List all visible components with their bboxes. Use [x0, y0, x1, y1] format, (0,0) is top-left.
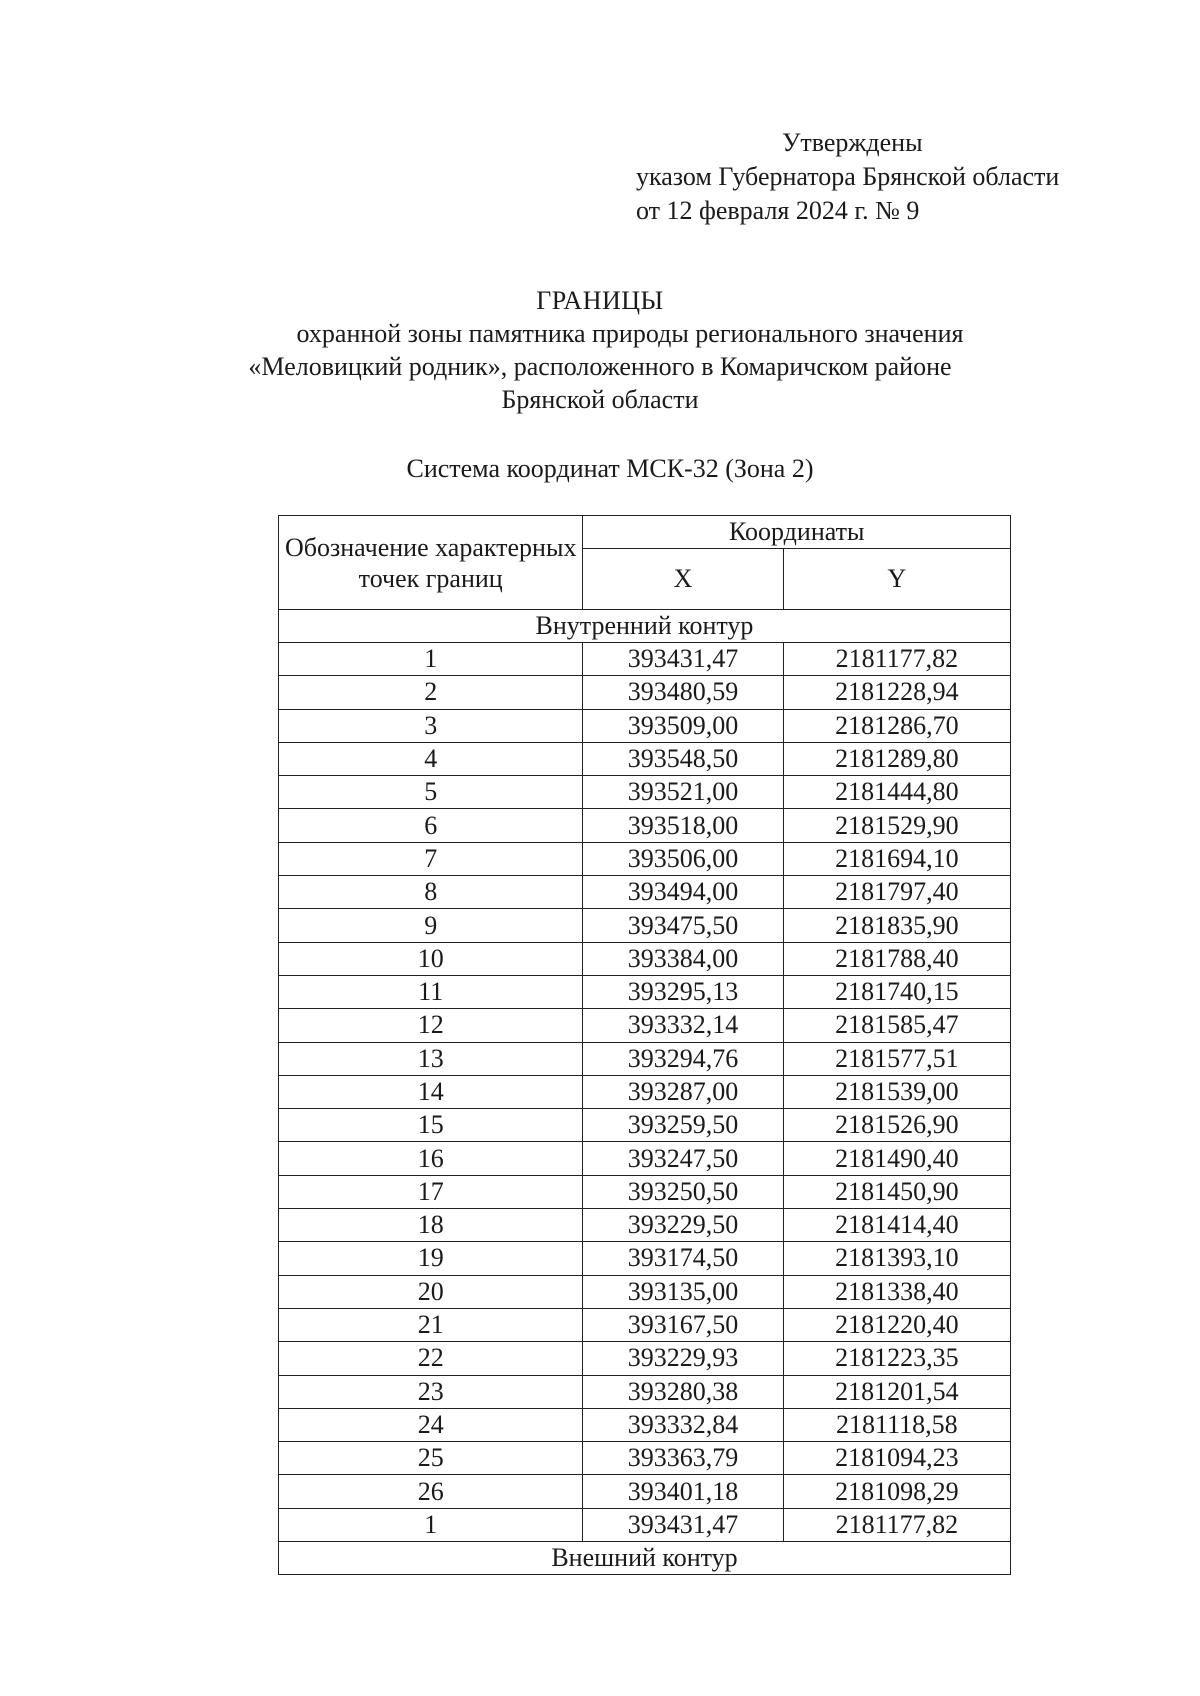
cell-y: 2181444,80	[783, 776, 1010, 809]
cell-y: 2181490,40	[783, 1142, 1010, 1175]
cell-x: 393384,00	[583, 942, 783, 975]
cell-x: 393174,50	[583, 1242, 783, 1275]
cell-y: 2181797,40	[783, 876, 1010, 909]
cell-point: 12	[279, 1009, 583, 1042]
cell-y: 2181201,54	[783, 1375, 1010, 1408]
cell-x: 393480,59	[583, 676, 783, 709]
cell-x: 393431,47	[583, 1508, 783, 1541]
cell-point: 24	[279, 1408, 583, 1441]
table-row	[279, 1242, 1011, 1275]
table-row	[279, 1275, 1011, 1308]
table-row	[279, 776, 1011, 809]
cell-x: 393431,47	[583, 643, 783, 676]
table-row	[279, 1142, 1011, 1175]
table-row	[279, 1109, 1011, 1142]
cell-point: 13	[279, 1042, 583, 1075]
cell-y: 2181338,40	[783, 1275, 1010, 1308]
cell-x: 393475,50	[583, 909, 783, 942]
section-outer-contour: Внешний контур	[279, 1542, 1011, 1575]
cell-point: 16	[279, 1142, 583, 1175]
cell-point: 23	[279, 1375, 583, 1408]
table-row	[279, 1508, 1011, 1541]
cell-point: 20	[279, 1275, 583, 1308]
table-row	[279, 975, 1011, 1008]
table-row	[279, 742, 1011, 775]
section-inner-contour: Внутренний контур	[279, 610, 1011, 643]
table-row	[279, 709, 1011, 742]
cell-point: 1	[279, 1508, 583, 1541]
table-row	[279, 1475, 1011, 1508]
cell-point: 15	[279, 1109, 583, 1142]
header-coordinates: Координаты	[583, 516, 1011, 549]
header-x: X	[583, 549, 783, 610]
cell-y: 2181289,80	[783, 742, 1010, 775]
cell-point: 4	[279, 742, 583, 775]
table-row	[279, 1308, 1011, 1341]
approval-line-2: указом Губернатора Брянской области	[636, 162, 1060, 191]
cell-y: 2181414,40	[783, 1209, 1010, 1242]
table-row	[279, 1175, 1011, 1208]
table-row	[279, 809, 1011, 842]
cell-point: 21	[279, 1308, 583, 1341]
cell-y: 2181450,90	[783, 1175, 1010, 1208]
document-title	[0, 284, 1200, 416]
table-row	[279, 1209, 1011, 1242]
table-row	[279, 1442, 1011, 1475]
table-row	[279, 1009, 1011, 1042]
cell-point: 10	[279, 942, 583, 975]
cell-point: 14	[279, 1075, 583, 1108]
cell-point: 2	[279, 676, 583, 709]
cell-point: 11	[279, 975, 583, 1008]
table-row	[279, 1375, 1011, 1408]
approval-block	[636, 126, 1059, 228]
cell-y: 2181220,40	[783, 1308, 1010, 1341]
cell-x: 393401,18	[583, 1475, 783, 1508]
cell-x: 393229,93	[583, 1342, 783, 1375]
cell-y: 2181228,94	[783, 676, 1010, 709]
table-row	[279, 1042, 1011, 1075]
cell-x: 393509,00	[583, 709, 783, 742]
cell-y: 2181529,90	[783, 809, 1010, 842]
cell-x: 393167,50	[583, 1308, 783, 1341]
cell-y: 2181223,35	[783, 1342, 1010, 1375]
cell-x: 393332,14	[583, 1009, 783, 1042]
cell-y: 2181177,82	[783, 1508, 1010, 1541]
cell-point: 8	[279, 876, 583, 909]
table-row	[279, 1075, 1011, 1108]
cell-x: 393548,50	[583, 742, 783, 775]
cell-y: 2181094,23	[783, 1442, 1010, 1475]
cell-point: 5	[279, 776, 583, 809]
cell-y: 2181177,82	[783, 643, 1010, 676]
cell-x: 393135,00	[583, 1275, 783, 1308]
table-row	[279, 676, 1011, 709]
title-line-2: охранной зоны памятника природы регионального значения	[296, 319, 964, 348]
table-row	[279, 842, 1011, 875]
cell-y: 2181539,00	[783, 1075, 1010, 1108]
table-row	[279, 643, 1011, 676]
cell-point: 18	[279, 1209, 583, 1242]
cell-x: 393250,50	[583, 1175, 783, 1208]
cell-point: 7	[279, 842, 583, 875]
cell-y: 2181585,47	[783, 1009, 1010, 1042]
table-row	[279, 1408, 1011, 1441]
cell-point: 25	[279, 1442, 583, 1475]
cell-x: 393247,50	[583, 1142, 783, 1175]
cell-x: 393518,00	[583, 809, 783, 842]
table-row	[279, 1342, 1011, 1375]
cell-x: 393332,84	[583, 1408, 783, 1441]
cell-y: 2181286,70	[783, 709, 1010, 742]
cell-point: 22	[279, 1342, 583, 1375]
cell-y: 2181788,40	[783, 942, 1010, 975]
cell-y: 2181577,51	[783, 1042, 1010, 1075]
header-y: Y	[783, 549, 1010, 610]
cell-x: 393287,00	[583, 1075, 783, 1108]
cell-x: 393259,50	[583, 1109, 783, 1142]
cell-y: 2181526,90	[783, 1109, 1010, 1142]
cell-y: 2181740,15	[783, 975, 1010, 1008]
cell-y: 2181835,90	[783, 909, 1010, 942]
cell-x: 393494,00	[583, 876, 783, 909]
cell-x: 393280,38	[583, 1375, 783, 1408]
coordinate-system-caption: Система координат МСК-32 (Зона 2)	[406, 454, 814, 483]
cell-y: 2181393,10	[783, 1242, 1010, 1275]
cell-x: 393506,00	[583, 842, 783, 875]
cell-point: 6	[279, 809, 583, 842]
title-line-3: «Меловицкий родник», расположенного в Комаричском районе	[248, 352, 952, 381]
cell-x: 393295,13	[583, 975, 783, 1008]
table-row	[279, 876, 1011, 909]
header-point-designation: Обозначение характерных точек границ	[279, 516, 583, 610]
cell-y: 2181694,10	[783, 842, 1010, 875]
table-row	[279, 909, 1011, 942]
cell-x: 393294,76	[583, 1042, 783, 1075]
cell-x: 393229,50	[583, 1209, 783, 1242]
cell-y: 2181098,29	[783, 1475, 1010, 1508]
cell-point: 3	[279, 709, 583, 742]
cell-y: 2181118,58	[783, 1408, 1010, 1441]
approval-line-3: от 12 февраля 2024 г. № 9	[636, 196, 920, 225]
title-line-4: Брянской области	[501, 385, 699, 414]
cell-x: 393363,79	[583, 1442, 783, 1475]
coordinates-table	[278, 515, 1011, 1575]
cell-point: 26	[279, 1475, 583, 1508]
cell-point: 17	[279, 1175, 583, 1208]
approval-line-1: Утверждены	[782, 128, 923, 157]
cell-point: 19	[279, 1242, 583, 1275]
cell-x: 393521,00	[583, 776, 783, 809]
title-heading: ГРАНИЦЫ	[536, 286, 664, 315]
cell-point: 1	[279, 643, 583, 676]
table-row	[279, 942, 1011, 975]
cell-point: 9	[279, 909, 583, 942]
